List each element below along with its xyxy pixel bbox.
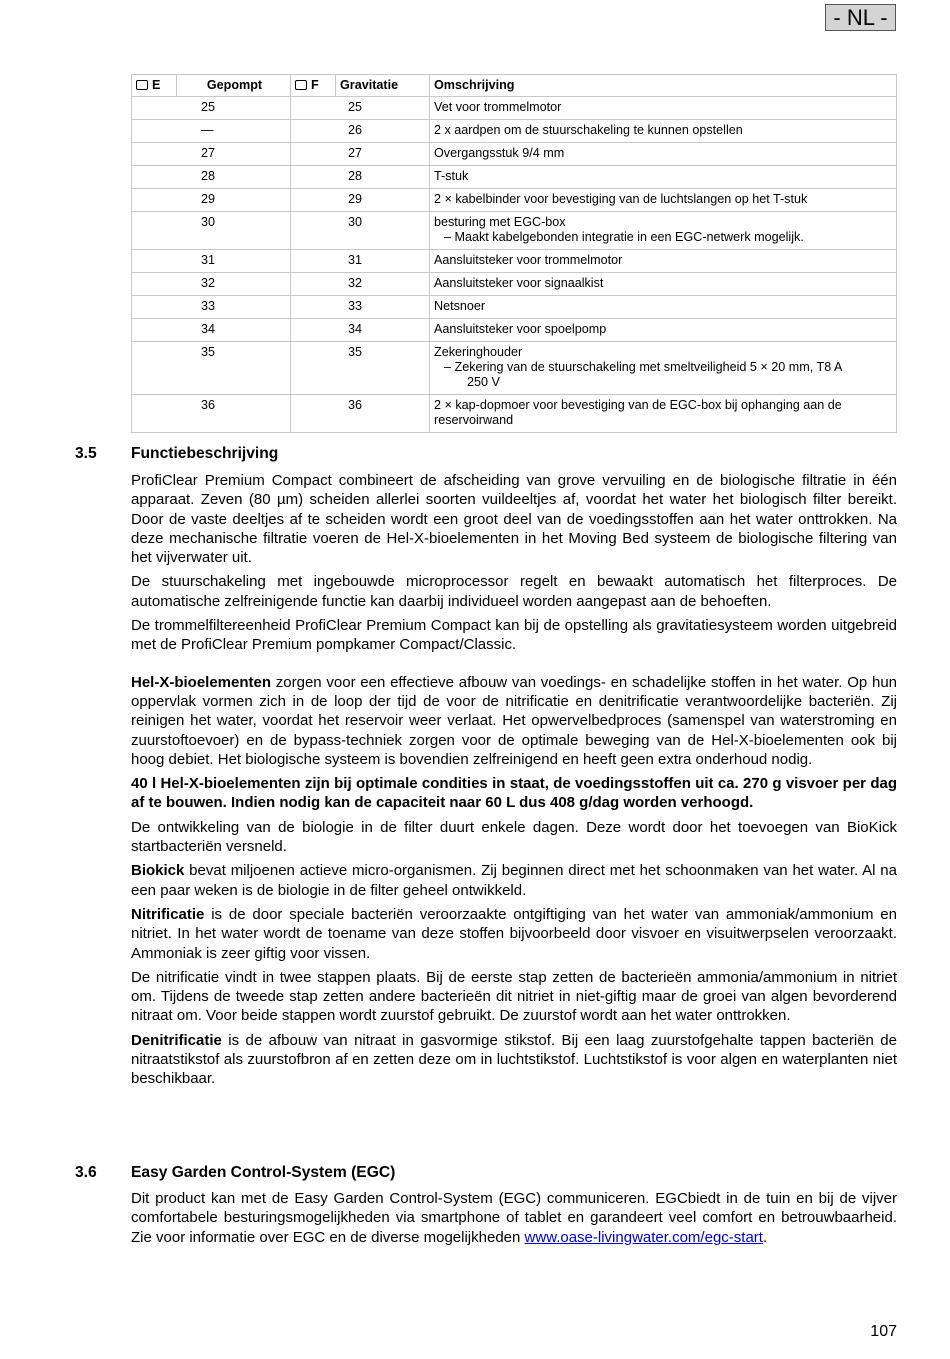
description-text: Aansluitsteker voor spoelpomp	[434, 322, 607, 336]
cell-gravity: 35	[291, 342, 430, 395]
cell-gravity: 33	[291, 296, 430, 319]
header-col-gravity: Gravitatie	[336, 75, 430, 97]
cell-pumped: 33	[132, 296, 291, 319]
table-row	[132, 189, 897, 212]
cell-pumped: —	[132, 120, 291, 143]
description-text: 2 x aardpen om de stuurschakeling te kunnen opstellen	[434, 123, 743, 137]
description-subitem-cont: 250 V	[467, 375, 500, 389]
header-col-pumped: Gepompt	[177, 75, 291, 97]
egc-link[interactable]: www.oase-livingwater.com/egc-start	[524, 1228, 763, 1246]
cell-description	[430, 250, 897, 273]
table-header-row	[132, 75, 897, 97]
paragraph	[131, 673, 897, 769]
table-row	[132, 166, 897, 189]
paragraph	[131, 1189, 897, 1247]
description-text: Vet voor trommelmotor	[434, 100, 562, 114]
cell-pumped: 36	[132, 395, 291, 433]
paragraph	[131, 861, 897, 900]
bold-paragraph	[131, 774, 897, 813]
bold-term: Nitrificatie	[131, 905, 205, 923]
cell-gravity: 27	[291, 143, 430, 166]
cell-gravity: 29	[291, 189, 430, 212]
section-number: 3.5	[75, 445, 97, 462]
section-title: Easy Garden Control-System (EGC)	[131, 1164, 396, 1181]
cell-pumped: 30	[132, 212, 291, 250]
paragraph-text: is de afbouw van nitraat in gasvormige stikstof. Bij een laag zuurstofgehalte tappen bacteriën de nitraatstikstof als zuurstofbron af en zetten deze om in luchtstikstof. Luchtstikstof is voor algen en waterplanten niet beschikbaar.	[131, 1031, 897, 1088]
header-col-e	[132, 75, 177, 97]
cell-description	[430, 395, 897, 433]
cell-description	[430, 189, 897, 212]
header-col-e-label: E	[152, 78, 161, 92]
cell-pumped: 29	[132, 189, 291, 212]
description-text: besturing met EGC-box	[434, 215, 566, 229]
parts-table	[131, 74, 897, 433]
paragraph: De trommelfiltereenheid ProfiClear Premium Compact kan bij de opstelling als gravitatiesysteem worden uitgebreid met de ProfiClear Premium pompkamer Compact/Classic.	[131, 617, 897, 654]
cell-pumped: 25	[132, 97, 291, 120]
cell-gravity: 28	[291, 166, 430, 189]
cell-description	[430, 296, 897, 319]
checkbox-icon	[295, 80, 307, 90]
table-row	[132, 120, 897, 143]
cell-description	[430, 212, 897, 250]
bold-term: Hel-X-bioelementen	[131, 673, 272, 691]
table-row	[132, 97, 897, 120]
description-text: 2 × kabelbinder voor bevestiging van de luchtslangen op het T-stuk	[434, 192, 808, 206]
cell-description	[430, 319, 897, 342]
paragraph-text: bevat miljoenen actieve micro-organismen. Zij beginnen direct met het schoonmaken van het water. Al na een paar weken is de biologie in de filter geheel ontwikkeld.	[131, 862, 897, 899]
bold-term: Denitrificatie	[131, 1031, 222, 1049]
table-row	[132, 143, 897, 166]
cell-pumped: 32	[132, 273, 291, 296]
cell-description	[430, 120, 897, 143]
paragraph-text: zorgen voor een effectieve afbouw van voedings- en schadelijke stoffen in het water. Op hun oppervlak vormen zich in de loop der tijd de voor de nitrificatie en denitrificatie verantwoordelijke bacteriën. Zij reinigen het water, voordat het reservoir weer verlaat. Het opwervelbedproces (samenspel van waterstroming en zuurstoftoevoer) en de bypass-techniek zorgen voor de optimale beweging van de Hel-X-bioelementen ook bij hoog debiet. Het biologische systeem is bovendien zelfreinigend en heeft geen extra onderhoud nodig.	[131, 673, 897, 768]
cell-gravity: 31	[291, 250, 430, 273]
paragraph	[131, 1031, 897, 1089]
description-subitem: – Maakt kabelgebonden integratie in een EGC-netwerk mogelijk.	[444, 230, 804, 244]
paragraph: ProfiClear Premium Compact combineert de afscheiding van grove vervuiling en de biologische filtratie in één apparaat. Zeven (80 µm) scheiden allerlei soorten vuildeeltjes af, voordat het water het biologisch filter bereikt. Door de vaste deeltjes af te scheiden wordt een groot deel van de voedingsstoffen aan het water onttrokken. Na deze mechanische filtratie voeren de Hel-X-bioelementen in het Moving Bed systeem de biologische filtering van het vijverwater uit.	[131, 472, 897, 567]
description-text: Netsnoer	[434, 299, 486, 313]
page-number: 107	[870, 1323, 897, 1340]
section-title: Functiebeschrijving	[131, 445, 279, 462]
cell-pumped: 27	[132, 143, 291, 166]
description-subitem: – Zekering van de stuurschakeling met smeltveiligheid 5 × 20 mm, T8 A	[444, 360, 843, 374]
header-col-f	[291, 75, 336, 97]
cell-description	[430, 166, 897, 189]
cell-gravity: 26	[291, 120, 430, 143]
table-row	[132, 273, 897, 296]
cell-description	[430, 97, 897, 120]
cell-pumped: 28	[132, 166, 291, 189]
paragraph: De stuurschakeling met ingebouwde microprocessor regelt en bewaakt automatisch het filterproces. De automatische zelfreinigende functie kan daarbij individueel worden aangepast aan de behoeften.	[131, 573, 897, 610]
cell-pumped: 31	[132, 250, 291, 273]
paragraph: De nitrificatie vindt in twee stappen plaats. Bij de eerste stap zetten de bacterieën ammonia/ammonium in nitriet om. Tijdens de tweede stap zetten andere bacterieën dit nitriet in niet-giftig maar de groei van algen bevorderend nitraat om. Voor beide stappen wordt zuurstof gebruikt. De zuurstof wordt aan het water onttrokken.	[131, 968, 897, 1025]
description-text: 2 × kap-dopmoer voor bevestiging van de EGC-box bij ophanging aan de reservoirwand	[434, 398, 842, 427]
section-3-6-body	[131, 1189, 897, 1252]
cell-gravity: 36	[291, 395, 430, 433]
table-row	[132, 212, 897, 250]
cell-description	[430, 342, 897, 395]
cell-description	[430, 143, 897, 166]
paragraph-end: .	[762, 1228, 768, 1246]
description-text: Aansluitsteker voor trommelmotor	[434, 253, 623, 267]
section-3-6-heading	[75, 1164, 395, 1182]
cell-gravity: 25	[291, 97, 430, 120]
table-row	[132, 250, 897, 273]
paragraph-text: Dit product kan met de Easy Garden Control-System (EGC) communiceren. EGCbiedt in de tuin en bij de vijver comfortabele besturingsmogelijkheden via smartphone of tablet en garandeert veel comfort en betrouwbaarheid. Zie voor informatie over EGC en de diverse mogelijkheden	[131, 1190, 897, 1246]
description-text: T-stuk	[434, 169, 469, 183]
cell-pumped: 35	[132, 342, 291, 395]
cell-pumped: 34	[132, 319, 291, 342]
cell-gravity: 34	[291, 319, 430, 342]
bold-text: 40 l Hel-X-bioelementen zijn bij optimale condities in staat, de voedingsstoffen uit ca. 270 g visvoer per dag af te bouwen. Indien nodig kan de capaciteit naar 60 L dus 408 g/dag worden verhoogd.	[131, 775, 897, 812]
header-col-f-label: F	[311, 78, 319, 92]
paragraph-text: is de door speciale bacteriën veroorzaakte ontgiftiging van het water van ammoniak/ammonium en nitriet. In het water wordt de toename van deze stoffen bijvoorbeeld door visvoer en visuitwerpselen veroorzaakt. Ammoniak is zeer giftig voor vissen.	[131, 905, 897, 962]
description-text: Zekeringhouder	[434, 345, 523, 359]
cell-gravity: 32	[291, 273, 430, 296]
table-row	[132, 395, 897, 433]
section-number: 3.6	[75, 1164, 97, 1181]
cell-gravity: 30	[291, 212, 430, 250]
section-3-5-body	[131, 471, 897, 1094]
section-3-5-heading	[75, 445, 278, 463]
checkbox-icon	[136, 80, 148, 90]
description-text: Overgangsstuk 9/4 mm	[434, 146, 565, 160]
table-row	[132, 342, 897, 395]
table-row	[132, 296, 897, 319]
table-row	[132, 319, 897, 342]
header-col-description: Omschrijving	[430, 75, 897, 97]
cell-description	[430, 273, 897, 296]
paragraph: De ontwikkeling van de biologie in de filter duurt enkele dagen. Deze wordt door het toevoegen van BioKick startbacteriën versneld.	[131, 818, 897, 856]
bold-term: Biokick	[131, 862, 185, 880]
description-text: Aansluitsteker voor signaalkist	[434, 276, 604, 290]
language-badge: - NL -	[825, 4, 896, 31]
paragraph	[131, 905, 897, 963]
